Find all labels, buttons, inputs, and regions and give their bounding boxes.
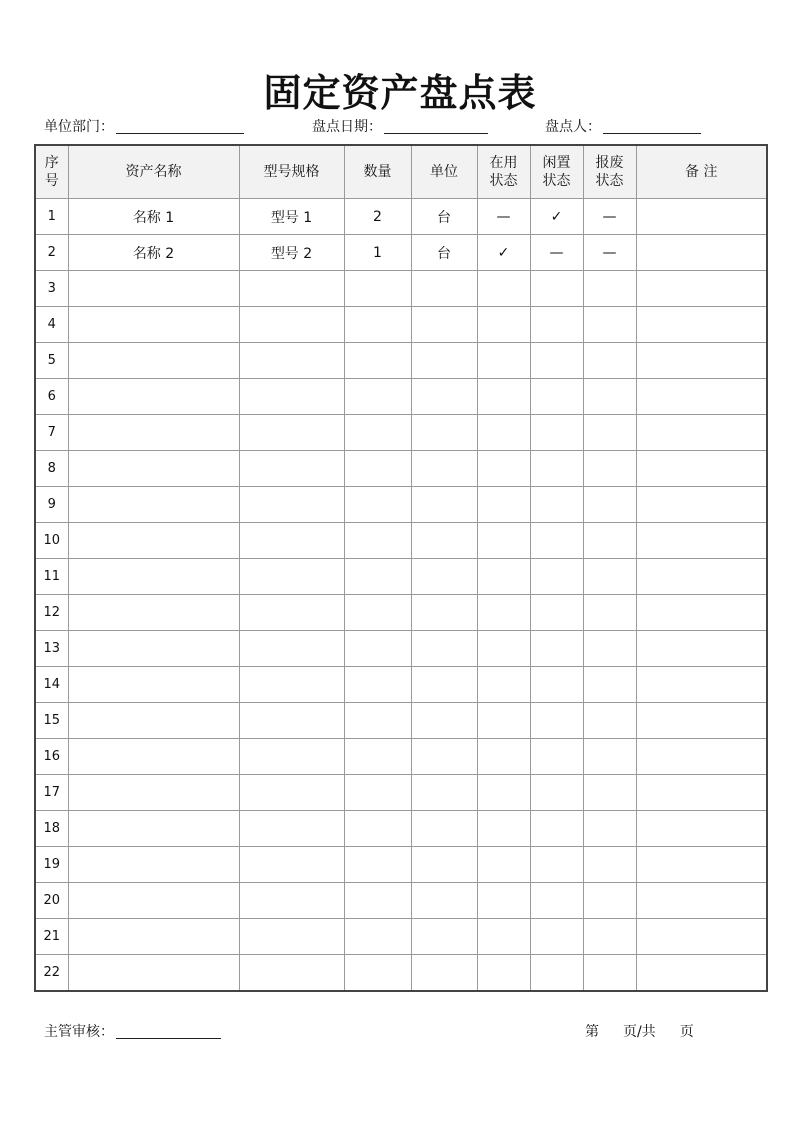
cell-scrapped[interactable] [583,739,636,775]
cell-model[interactable] [239,307,344,343]
cell-no: 19 [35,847,68,883]
cell-unit[interactable] [411,559,477,595]
cell-qty[interactable] [344,379,411,415]
cell-scrapped[interactable]: — [583,199,636,235]
cell-remark[interactable] [636,883,767,919]
person-label: 盘点人： [545,119,601,135]
cell-idle[interactable] [530,703,583,739]
table-row [35,235,767,271]
cell-no: 16 [35,739,68,775]
cell-remark[interactable] [636,199,767,235]
cell-no: 11 [35,559,68,595]
cell-model[interactable] [239,811,344,847]
cell-no: 17 [35,775,68,811]
cell-unit[interactable] [411,271,477,307]
cell-in-use[interactable] [477,631,530,667]
page-title: 固定资产盘点表 [263,71,537,115]
cell-no: 15 [35,703,68,739]
header-scrapped: 报废 状态 [583,145,636,199]
cell-name[interactable]: 名称 2 [68,235,239,271]
cell-model[interactable] [239,955,344,992]
cell-idle[interactable] [530,595,583,631]
cell-in-use[interactable] [477,739,530,775]
cell-remark[interactable] [636,919,767,955]
cell-remark[interactable] [636,487,767,523]
cell-unit[interactable] [411,955,477,992]
cell-no: 13 [35,631,68,667]
cell-unit[interactable] [411,487,477,523]
cell-scrapped[interactable] [583,667,636,703]
cell-qty[interactable]: 1 [344,235,411,271]
cell-remark[interactable] [636,631,767,667]
cell-idle[interactable] [530,955,583,992]
cell-idle[interactable] [530,883,583,919]
cell-name[interactable] [68,811,239,847]
cell-in-use[interactable] [477,775,530,811]
cell-unit[interactable] [411,595,477,631]
cell-unit[interactable] [411,415,477,451]
cell-name[interactable]: 名称 1 [68,199,239,235]
cell-idle[interactable] [530,919,583,955]
cell-unit[interactable] [411,775,477,811]
table-row [35,631,767,667]
cell-unit[interactable] [411,523,477,559]
cell-in-use[interactable] [477,307,530,343]
supervisor-blank[interactable] [116,1024,221,1039]
cell-in-use[interactable] [477,271,530,307]
cell-scrapped[interactable] [583,847,636,883]
table-row [35,487,767,523]
cell-remark[interactable] [636,451,767,487]
cell-no: 5 [35,343,68,379]
cell-name[interactable] [68,559,239,595]
cell-unit[interactable] [411,847,477,883]
cell-qty[interactable] [344,811,411,847]
cell-model[interactable] [239,919,344,955]
cell-in-use[interactable] [477,955,530,992]
cell-no: 21 [35,919,68,955]
cell-qty[interactable] [344,919,411,955]
cell-qty[interactable] [344,559,411,595]
cell-scrapped[interactable] [583,703,636,739]
cell-model[interactable] [239,559,344,595]
cell-scrapped[interactable] [583,523,636,559]
cell-name[interactable] [68,379,239,415]
cell-remark[interactable] [636,595,767,631]
cell-no: 3 [35,271,68,307]
cell-remark[interactable] [636,775,767,811]
cell-model[interactable] [239,775,344,811]
cell-model[interactable]: 型号 1 [239,199,344,235]
cell-model[interactable] [239,523,344,559]
cell-no: 6 [35,379,68,415]
cell-remark[interactable] [636,667,767,703]
cell-in-use[interactable] [477,487,530,523]
cell-scrapped[interactable] [583,343,636,379]
cell-in-use[interactable] [477,451,530,487]
cell-idle[interactable] [530,559,583,595]
cell-unit[interactable] [411,343,477,379]
cell-idle[interactable] [530,739,583,775]
cell-unit[interactable] [411,379,477,415]
table-row [35,739,767,775]
cell-remark[interactable] [636,811,767,847]
cell-scrapped[interactable] [583,415,636,451]
cell-idle[interactable] [530,451,583,487]
cell-name[interactable] [68,523,239,559]
cell-unit[interactable] [411,307,477,343]
table-row [35,271,767,307]
header-unit: 单位 [411,145,477,199]
cell-no: 8 [35,451,68,487]
cell-no: 1 [35,199,68,235]
cell-model[interactable] [239,343,344,379]
cell-remark[interactable] [636,379,767,415]
header-remark: 备 注 [636,145,767,199]
supervisor-label: 主管审核： [44,1024,114,1040]
cell-model[interactable] [239,451,344,487]
cell-qty[interactable] [344,667,411,703]
header-in-use: 在用 状态 [477,145,530,199]
cell-qty[interactable] [344,955,411,992]
cell-unit[interactable] [411,667,477,703]
cell-in-use[interactable] [477,883,530,919]
cell-in-use[interactable] [477,703,530,739]
page-middle: 页/共 [623,1024,656,1040]
department-label: 单位部门： [44,119,114,135]
person-field [545,116,701,136]
date-blank[interactable] [384,119,488,134]
cell-unit[interactable] [411,451,477,487]
cell-scrapped[interactable] [583,919,636,955]
cell-name[interactable] [68,271,239,307]
table-row [35,955,767,992]
cell-unit[interactable] [411,703,477,739]
cell-name[interactable] [68,919,239,955]
cell-in-use[interactable] [477,847,530,883]
cell-model[interactable] [239,631,344,667]
header-qty: 数量 [344,145,411,199]
cell-scrapped[interactable] [583,559,636,595]
cell-unit[interactable]: 台 [411,199,477,235]
table-row [35,811,767,847]
cell-in-use[interactable] [477,343,530,379]
cell-qty[interactable] [344,307,411,343]
cell-qty[interactable] [344,595,411,631]
cell-no: 18 [35,811,68,847]
cell-idle[interactable] [530,343,583,379]
cell-unit[interactable] [411,811,477,847]
header-no: 序 号 [35,145,68,199]
cell-remark[interactable] [636,415,767,451]
cell-name[interactable] [68,451,239,487]
cell-remark[interactable] [636,847,767,883]
cell-remark[interactable] [636,307,767,343]
table-row [35,775,767,811]
cell-remark[interactable] [636,955,767,992]
cell-model[interactable] [239,595,344,631]
cell-idle[interactable]: ✓ [530,199,583,235]
table-row [35,847,767,883]
cell-in-use[interactable] [477,667,530,703]
cell-no: 7 [35,415,68,451]
cell-name[interactable] [68,343,239,379]
cell-name[interactable] [68,703,239,739]
cell-model[interactable] [239,271,344,307]
cell-qty[interactable] [344,415,411,451]
cell-in-use[interactable] [477,811,530,847]
cell-unit[interactable]: 台 [411,235,477,271]
cell-idle[interactable] [530,271,583,307]
cell-name[interactable] [68,307,239,343]
table-row [35,667,767,703]
table-row [35,307,767,343]
cell-in-use[interactable] [477,415,530,451]
table-row [35,451,767,487]
department-field [44,116,244,136]
table-row [35,595,767,631]
cell-qty[interactable] [344,739,411,775]
table-row [35,379,767,415]
cell-qty[interactable] [344,343,411,379]
cell-no: 22 [35,955,68,992]
cell-model[interactable] [239,667,344,703]
cell-remark[interactable] [636,271,767,307]
cell-qty[interactable] [344,487,411,523]
cell-unit[interactable] [411,919,477,955]
inventory-table [34,144,768,992]
cell-no: 4 [35,307,68,343]
cell-remark[interactable] [636,703,767,739]
header-row [35,145,767,199]
table-row [35,559,767,595]
cell-remark[interactable] [636,559,767,595]
header-idle: 闲置 状态 [530,145,583,199]
cell-qty[interactable] [344,631,411,667]
cell-scrapped[interactable] [583,451,636,487]
cell-remark[interactable] [636,523,767,559]
cell-in-use[interactable]: — [477,199,530,235]
header-name: 资产名称 [68,145,239,199]
cell-name[interactable] [68,847,239,883]
cell-in-use[interactable] [477,523,530,559]
cell-scrapped[interactable] [583,271,636,307]
date-field [312,116,488,136]
cell-in-use[interactable] [477,379,530,415]
cell-no: 10 [35,523,68,559]
cell-remark[interactable] [636,235,767,271]
cell-idle[interactable] [530,523,583,559]
cell-unit[interactable] [411,883,477,919]
cell-scrapped[interactable] [583,487,636,523]
cell-idle[interactable] [530,667,583,703]
cell-model[interactable] [239,883,344,919]
cell-idle[interactable] [530,775,583,811]
department-blank[interactable] [116,119,244,134]
cell-unit[interactable] [411,739,477,775]
cell-in-use[interactable] [477,595,530,631]
supervisor-field [44,1021,221,1041]
cell-model[interactable] [239,703,344,739]
page-counter [585,1021,694,1041]
cell-name[interactable] [68,667,239,703]
cell-scrapped[interactable]: — [583,235,636,271]
cell-idle[interactable]: — [530,235,583,271]
cell-qty[interactable] [344,703,411,739]
header-model: 型号规格 [239,145,344,199]
cell-qty[interactable] [344,883,411,919]
cell-unit[interactable] [411,631,477,667]
cell-scrapped[interactable] [583,631,636,667]
cell-in-use[interactable] [477,919,530,955]
page-suffix: 页 [679,1024,694,1040]
cell-name[interactable] [68,883,239,919]
cell-idle[interactable] [530,379,583,415]
cell-name[interactable] [68,775,239,811]
cell-no: 9 [35,487,68,523]
cell-no: 14 [35,667,68,703]
cell-scrapped[interactable] [583,595,636,631]
cell-remark[interactable] [636,343,767,379]
cell-model[interactable] [239,379,344,415]
cell-name[interactable] [68,739,239,775]
cell-qty[interactable] [344,523,411,559]
cell-qty[interactable] [344,451,411,487]
person-blank[interactable] [603,119,701,134]
cell-in-use[interactable] [477,559,530,595]
date-label: 盘点日期： [312,119,382,135]
cell-name[interactable] [68,631,239,667]
table-row [35,415,767,451]
cell-model[interactable] [239,847,344,883]
cell-qty[interactable] [344,775,411,811]
table-row [35,343,767,379]
cell-scrapped[interactable] [583,811,636,847]
cell-name[interactable] [68,595,239,631]
cell-model[interactable]: 型号 2 [239,235,344,271]
cell-qty[interactable] [344,847,411,883]
table-row [35,703,767,739]
cell-scrapped[interactable] [583,379,636,415]
cell-qty[interactable]: 2 [344,199,411,235]
cell-name[interactable] [68,955,239,992]
table-row [35,883,767,919]
cell-scrapped[interactable] [583,307,636,343]
cell-no: 20 [35,883,68,919]
cell-idle[interactable] [530,811,583,847]
cell-no: 12 [35,595,68,631]
cell-scrapped[interactable] [583,775,636,811]
cell-scrapped[interactable] [583,883,636,919]
cell-no: 2 [35,235,68,271]
table-row [35,199,767,235]
cell-idle[interactable] [530,847,583,883]
cell-idle[interactable] [530,487,583,523]
cell-idle[interactable] [530,631,583,667]
table-row [35,523,767,559]
cell-in-use[interactable]: ✓ [477,235,530,271]
cell-remark[interactable] [636,739,767,775]
table-row [35,919,767,955]
cell-idle[interactable] [530,307,583,343]
cell-name[interactable] [68,487,239,523]
cell-qty[interactable] [344,271,411,307]
cell-model[interactable] [239,739,344,775]
page-prefix: 第 [585,1024,599,1040]
cell-idle[interactable] [530,415,583,451]
cell-model[interactable] [239,415,344,451]
cell-name[interactable] [68,415,239,451]
cell-scrapped[interactable] [583,955,636,992]
cell-model[interactable] [239,487,344,523]
